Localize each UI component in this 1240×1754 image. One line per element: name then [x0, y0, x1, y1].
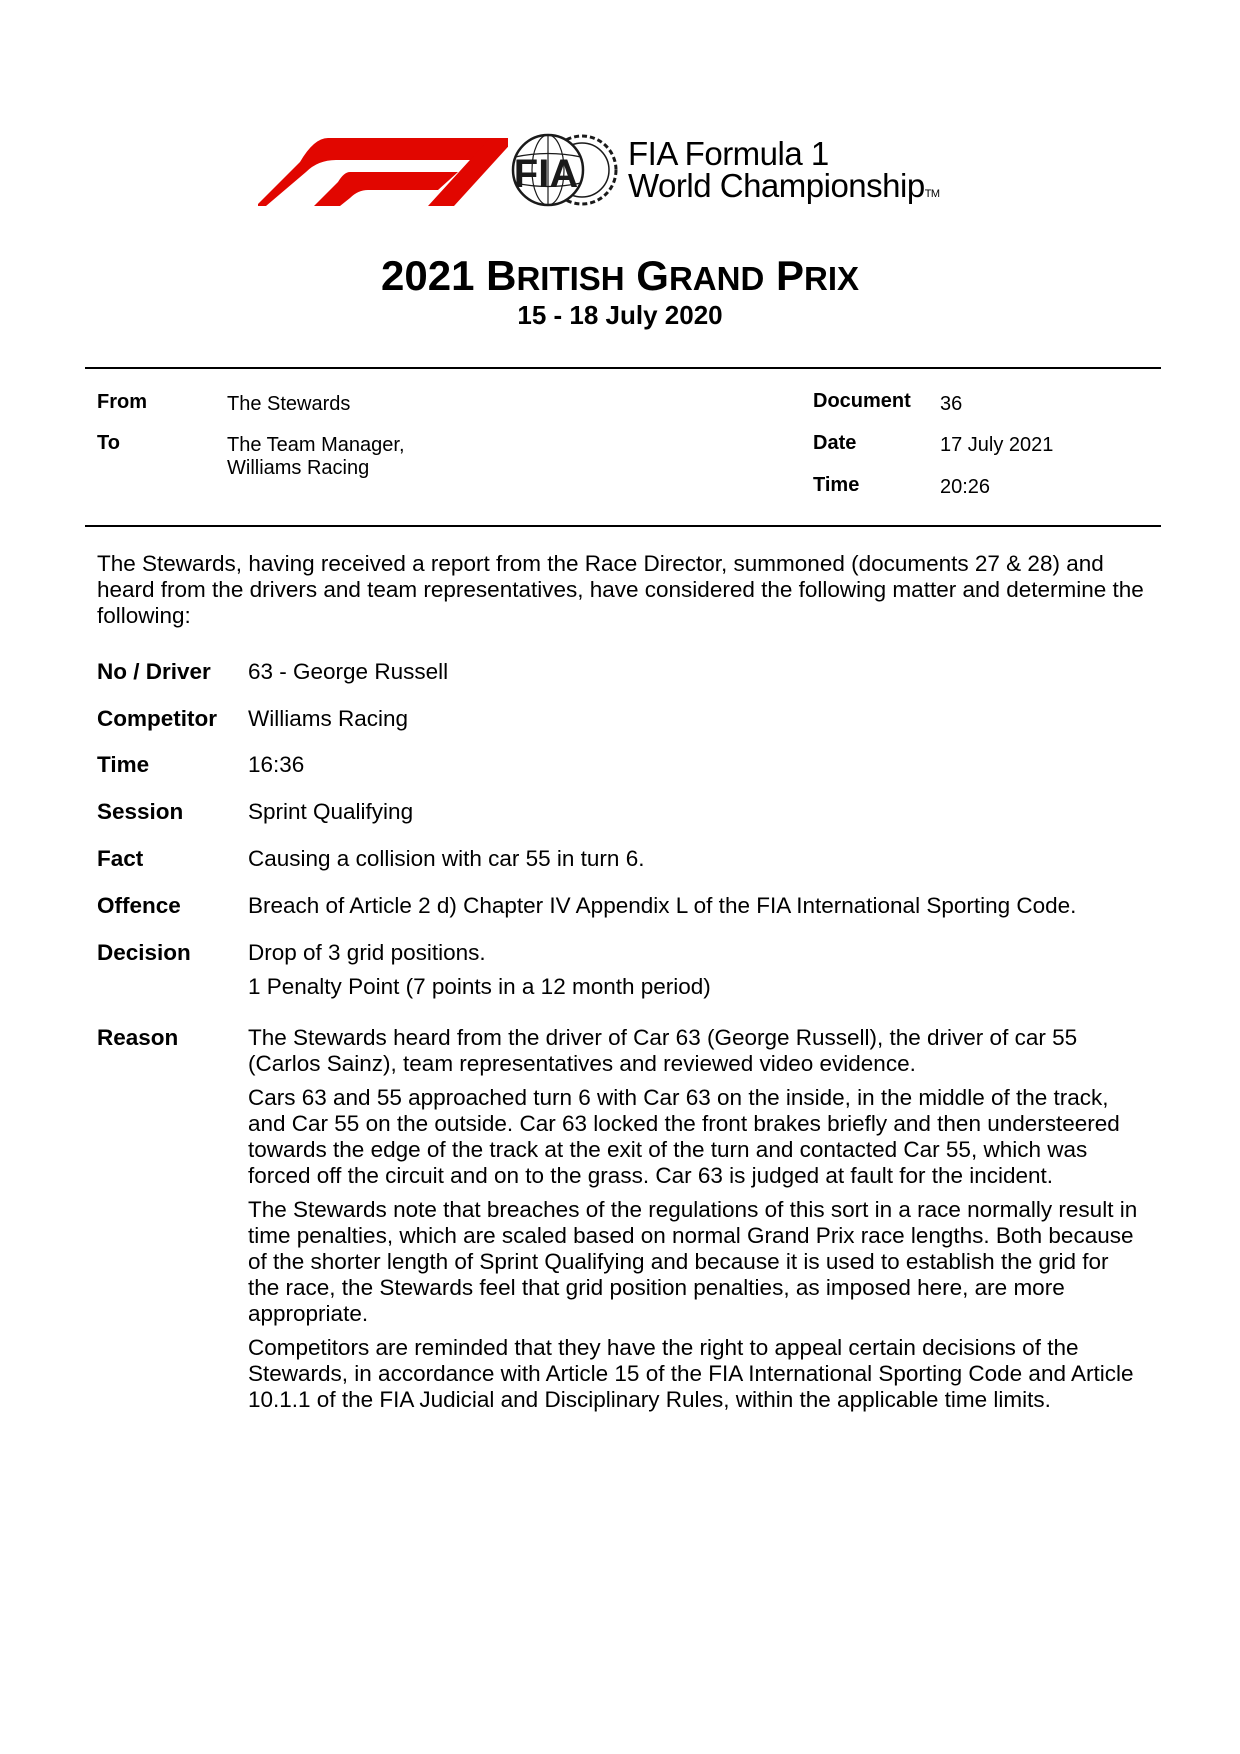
title-word: PRIX — [775, 252, 859, 299]
time-value: 20:26 — [940, 476, 991, 498]
fact-label: Fact — [97, 846, 144, 871]
incident-time-value: 16:36 — [248, 752, 305, 777]
reason-value — [248, 1025, 1140, 1421]
reason-paragraph: The Stewards note that breaches of the regulations of this sort in a race normally result in time penalties, which are scaled based on normal Grand Prix race lengths. Both because of the shorter length of Sprint Qualifying and because it is used to establish the grid for the race, the Stewards feel that grid position penalties, as imposed here, are more appropriate. — [248, 1197, 1138, 1326]
to-value — [227, 434, 405, 480]
date-label: Date — [813, 432, 857, 454]
competitor-value: Williams Racing — [248, 706, 409, 731]
decision-line: Drop of 3 grid positions. — [248, 940, 486, 965]
reason-paragraph: Competitors are reminded that they have the right to appeal certain decisions of the Stewards, in accordance with Article 15 of the FIA International Sporting Code and Article 10.1.1 of the FIA Judicial and Disciplinary Rules, within the applicable time limits. — [248, 1335, 1134, 1412]
to-value-line-2: Williams Racing — [227, 457, 370, 479]
session-label: Session — [97, 799, 184, 824]
offence-label: Offence — [97, 893, 181, 918]
title-year: 2021 — [381, 252, 475, 299]
to-label: To — [97, 432, 120, 454]
logo-line-1: FIA Formula 1 — [628, 135, 829, 172]
trademark-mark: TM — [924, 188, 940, 200]
driver-label: No / Driver — [97, 659, 211, 684]
session-value: Sprint Qualifying — [248, 799, 414, 824]
decision-label: Decision — [97, 940, 191, 965]
to-value-line-1: The Team Manager, — [227, 434, 405, 456]
title-word: GRAND — [636, 252, 765, 299]
header-divider-top — [85, 367, 1161, 369]
reason-label: Reason — [97, 1025, 179, 1050]
fia-globe-emblem-icon — [510, 132, 620, 208]
decision-value — [248, 940, 1148, 1000]
from-value: The Stewards — [227, 393, 351, 415]
decision-line: 1 Penalty Point (7 points in a 12 month period) — [248, 974, 711, 999]
fia-badge-text: FIA — [513, 152, 579, 196]
time-label: Time — [813, 474, 860, 496]
competitor-label: Competitor — [97, 706, 217, 731]
document-number: 36 — [940, 393, 963, 415]
f1-fia-logo — [258, 132, 1003, 208]
from-label: From — [97, 391, 147, 413]
intro-paragraph: The Stewards, having received a report from the Race Director, summoned (documents 27 & 28) and heard from the drivers and team representatives, have considered the following matter and determine the following: — [97, 551, 1144, 628]
date-value: 17 July 2021 — [940, 434, 1054, 456]
f1-logo-icon — [258, 132, 508, 208]
logo-line-2-text: World Championship — [628, 167, 925, 204]
header-divider-bottom — [85, 525, 1161, 527]
fact-value: Causing a collision with car 55 in turn 6. — [248, 846, 645, 871]
incident-time-label: Time — [97, 752, 150, 777]
reason-paragraph: Cars 63 and 55 approached turn 6 with Car 63 on the inside, in the middle of the track, and Car 55 on the outside. Car 63 locked the front brakes briefly and then understeered towards the edge of the track at the exit of the turn and contacted Car 55, which was forced off the circuit and on to the grass. Car 63 is judged at fault for the incident. — [248, 1085, 1120, 1188]
title-word: BRITISH — [486, 252, 625, 299]
page-title — [0, 252, 1240, 300]
event-dates: 15 - 18 July 2020 — [517, 300, 723, 330]
logo-line-2 — [628, 167, 940, 205]
offence-value: Breach of Article 2 d) Chapter IV Appendix L of the FIA International Sporting Code. — [248, 893, 1077, 918]
document-label: Document — [813, 390, 911, 412]
reason-paragraph: The Stewards heard from the driver of Car 63 (George Russell), the driver of car 55 (Carlos Sainz), team representatives and reviewed video evidence. — [248, 1025, 1078, 1076]
driver-value: 63 - George Russell — [248, 659, 449, 684]
